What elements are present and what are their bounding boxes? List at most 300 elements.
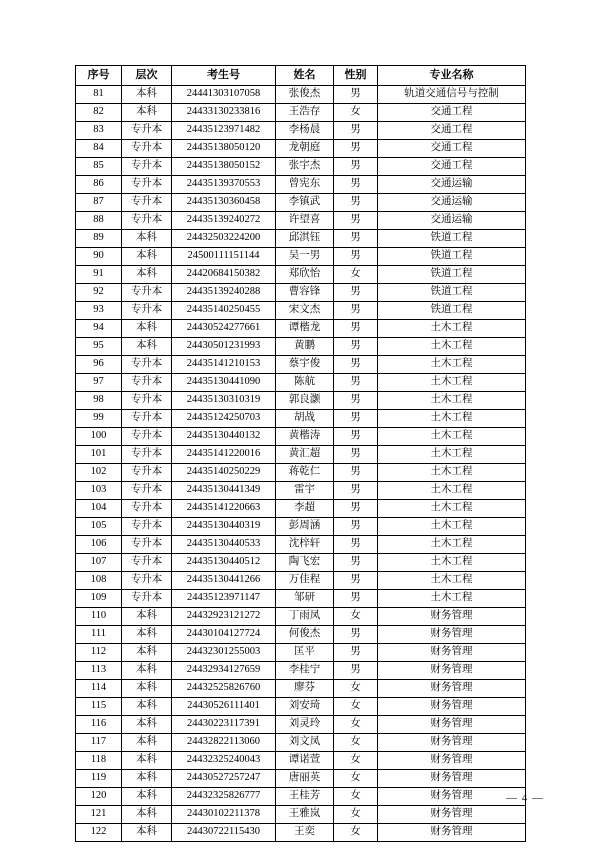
- cell-name: 陶飞宏: [276, 554, 334, 572]
- column-header-seq: 序号: [76, 66, 122, 86]
- cell-level: 专升本: [122, 302, 172, 320]
- cell-name: 唐丽英: [276, 770, 334, 788]
- cell-name: 廖芬: [276, 680, 334, 698]
- cell-gender: 女: [334, 716, 378, 734]
- cell-exam-number: 24435130440533: [172, 536, 276, 554]
- cell-level: 本科: [122, 86, 172, 104]
- cell-exam-number: 24430524277661: [172, 320, 276, 338]
- cell-seq: 94: [76, 320, 122, 338]
- cell-exam-number: 24430102211378: [172, 806, 276, 824]
- cell-exam-number: 24433130233816: [172, 104, 276, 122]
- cell-name: 刘文凤: [276, 734, 334, 752]
- cell-seq: 85: [76, 158, 122, 176]
- cell-major: 土木工程: [378, 590, 526, 608]
- cell-level: 专升本: [122, 428, 172, 446]
- cell-level: 本科: [122, 320, 172, 338]
- cell-seq: 121: [76, 806, 122, 824]
- cell-name: 雷宇: [276, 482, 334, 500]
- cell-level: 专升本: [122, 194, 172, 212]
- cell-major: 土木工程: [378, 374, 526, 392]
- cell-name: 沈梓轩: [276, 536, 334, 554]
- cell-gender: 男: [334, 536, 378, 554]
- column-header-name: 姓名: [276, 66, 334, 86]
- cell-major: 交通工程: [378, 140, 526, 158]
- cell-gender: 男: [334, 374, 378, 392]
- cell-seq: 118: [76, 752, 122, 770]
- cell-exam-number: 24430527257247: [172, 770, 276, 788]
- cell-major: 财务管理: [378, 626, 526, 644]
- table-row: [76, 176, 526, 194]
- cell-name: 彭周涵: [276, 518, 334, 536]
- cell-gender: 女: [334, 104, 378, 122]
- cell-gender: 女: [334, 698, 378, 716]
- cell-major: 财务管理: [378, 806, 526, 824]
- cell-seq: 82: [76, 104, 122, 122]
- cell-level: 专升本: [122, 284, 172, 302]
- cell-exam-number: 24435138050152: [172, 158, 276, 176]
- cell-seq: 98: [76, 392, 122, 410]
- cell-name: 李镇武: [276, 194, 334, 212]
- table-header: [76, 66, 526, 86]
- cell-seq: 93: [76, 302, 122, 320]
- cell-seq: 95: [76, 338, 122, 356]
- cell-exam-number: 24435130310319: [172, 392, 276, 410]
- cell-gender: 男: [334, 446, 378, 464]
- cell-exam-number: 24435141220016: [172, 446, 276, 464]
- cell-gender: 男: [334, 248, 378, 266]
- cell-major: 土木工程: [378, 500, 526, 518]
- column-header-gender: 性别: [334, 66, 378, 86]
- cell-major: 铁道工程: [378, 302, 526, 320]
- table-row: [76, 662, 526, 680]
- cell-name: 李桂宁: [276, 662, 334, 680]
- cell-major: 土木工程: [378, 464, 526, 482]
- table-row: [76, 392, 526, 410]
- cell-exam-number: 24435130440512: [172, 554, 276, 572]
- cell-level: 本科: [122, 266, 172, 284]
- cell-gender: 男: [334, 392, 378, 410]
- cell-name: 邱淇钰: [276, 230, 334, 248]
- cell-gender: 男: [334, 320, 378, 338]
- cell-gender: 男: [334, 212, 378, 230]
- cell-major: 交通工程: [378, 122, 526, 140]
- cell-major: 交通运输: [378, 194, 526, 212]
- table-body: [76, 86, 526, 842]
- cell-major: 财务管理: [378, 788, 526, 806]
- table-row: [76, 212, 526, 230]
- cell-gender: 女: [334, 806, 378, 824]
- cell-major: 铁道工程: [378, 248, 526, 266]
- cell-level: 专升本: [122, 590, 172, 608]
- cell-seq: 86: [76, 176, 122, 194]
- roster-table: [75, 65, 526, 842]
- cell-major: 土木工程: [378, 518, 526, 536]
- cell-major: 土木工程: [378, 428, 526, 446]
- cell-name: 王桂芳: [276, 788, 334, 806]
- cell-seq: 89: [76, 230, 122, 248]
- cell-gender: 女: [334, 680, 378, 698]
- cell-name: 黄鹏: [276, 338, 334, 356]
- cell-exam-number: 24420684150382: [172, 266, 276, 284]
- cell-level: 专升本: [122, 374, 172, 392]
- cell-gender: 女: [334, 770, 378, 788]
- cell-seq: 119: [76, 770, 122, 788]
- cell-major: 交通工程: [378, 104, 526, 122]
- cell-major: 铁道工程: [378, 266, 526, 284]
- cell-major: 财务管理: [378, 698, 526, 716]
- cell-level: 专升本: [122, 482, 172, 500]
- cell-gender: 男: [334, 122, 378, 140]
- cell-major: 铁道工程: [378, 284, 526, 302]
- cell-gender: 男: [334, 194, 378, 212]
- cell-name: 宋文杰: [276, 302, 334, 320]
- cell-exam-number: 24435130441090: [172, 374, 276, 392]
- cell-level: 本科: [122, 104, 172, 122]
- cell-major: 铁道工程: [378, 230, 526, 248]
- table-row: [76, 554, 526, 572]
- cell-seq: 99: [76, 410, 122, 428]
- table-row: [76, 356, 526, 374]
- cell-level: 专升本: [122, 140, 172, 158]
- cell-exam-number: 24432822113060: [172, 734, 276, 752]
- cell-level: 专升本: [122, 356, 172, 374]
- cell-seq: 116: [76, 716, 122, 734]
- cell-seq: 111: [76, 626, 122, 644]
- cell-level: 本科: [122, 644, 172, 662]
- cell-gender: 男: [334, 590, 378, 608]
- cell-seq: 117: [76, 734, 122, 752]
- table-row: [76, 518, 526, 536]
- cell-level: 本科: [122, 770, 172, 788]
- cell-exam-number: 24435130441349: [172, 482, 276, 500]
- cell-seq: 102: [76, 464, 122, 482]
- cell-level: 本科: [122, 338, 172, 356]
- cell-level: 专升本: [122, 500, 172, 518]
- table-row: [76, 572, 526, 590]
- cell-seq: 110: [76, 608, 122, 626]
- cell-level: 本科: [122, 734, 172, 752]
- cell-level: 专升本: [122, 410, 172, 428]
- cell-gender: 男: [334, 626, 378, 644]
- table-row: [76, 302, 526, 320]
- cell-name: 蒋乾仁: [276, 464, 334, 482]
- table-row: [76, 194, 526, 212]
- cell-name: 郑欣怡: [276, 266, 334, 284]
- cell-level: 专升本: [122, 212, 172, 230]
- cell-major: 土木工程: [378, 554, 526, 572]
- table-row: [76, 230, 526, 248]
- cell-major: 交通运输: [378, 212, 526, 230]
- cell-seq: 97: [76, 374, 122, 392]
- cell-seq: 108: [76, 572, 122, 590]
- cell-exam-number: 24430104127724: [172, 626, 276, 644]
- cell-name: 黄汇超: [276, 446, 334, 464]
- cell-major: 交通运输: [378, 176, 526, 194]
- cell-level: 专升本: [122, 176, 172, 194]
- cell-name: 王奕: [276, 824, 334, 842]
- cell-gender: 男: [334, 464, 378, 482]
- cell-exam-number: 24430223117391: [172, 716, 276, 734]
- cell-gender: 男: [334, 410, 378, 428]
- cell-name: 李超: [276, 500, 334, 518]
- table-row: [76, 608, 526, 626]
- cell-name: 张宇杰: [276, 158, 334, 176]
- cell-gender: 男: [334, 86, 378, 104]
- cell-name: 丁雨凤: [276, 608, 334, 626]
- table-row: [76, 680, 526, 698]
- cell-exam-number: 24435138050120: [172, 140, 276, 158]
- table-row: [76, 824, 526, 842]
- cell-exam-number: 24435130440132: [172, 428, 276, 446]
- cell-exam-number: 24435141210153: [172, 356, 276, 374]
- cell-seq: 112: [76, 644, 122, 662]
- cell-seq: 106: [76, 536, 122, 554]
- cell-major: 财务管理: [378, 662, 526, 680]
- table-row: [76, 500, 526, 518]
- table-row: [76, 410, 526, 428]
- cell-seq: 109: [76, 590, 122, 608]
- cell-major: 轨道交通信号与控制: [378, 86, 526, 104]
- table-row: [76, 464, 526, 482]
- cell-major: 土木工程: [378, 320, 526, 338]
- column-header-exam-number: 考生号: [172, 66, 276, 86]
- cell-name: 匡平: [276, 644, 334, 662]
- cell-seq: 83: [76, 122, 122, 140]
- cell-seq: 115: [76, 698, 122, 716]
- cell-exam-number: 24435139370553: [172, 176, 276, 194]
- cell-level: 专升本: [122, 464, 172, 482]
- cell-gender: 男: [334, 338, 378, 356]
- cell-gender: 女: [334, 608, 378, 626]
- cell-exam-number: 24432923121272: [172, 608, 276, 626]
- table-row: [76, 158, 526, 176]
- cell-gender: 男: [334, 662, 378, 680]
- column-header-major: 专业名称: [378, 66, 526, 86]
- cell-seq: 107: [76, 554, 122, 572]
- cell-seq: 114: [76, 680, 122, 698]
- cell-gender: 女: [334, 734, 378, 752]
- cell-exam-number: 24435130440319: [172, 518, 276, 536]
- cell-exam-number: 24435124250703: [172, 410, 276, 428]
- cell-gender: 男: [334, 482, 378, 500]
- cell-level: 本科: [122, 608, 172, 626]
- table-row: [76, 374, 526, 392]
- cell-name: 王浩存: [276, 104, 334, 122]
- cell-exam-number: 24500111151144: [172, 248, 276, 266]
- cell-exam-number: 24432934127659: [172, 662, 276, 680]
- cell-seq: 84: [76, 140, 122, 158]
- cell-name: 何俊杰: [276, 626, 334, 644]
- cell-name: 李杨晨: [276, 122, 334, 140]
- cell-exam-number: 24430526111401: [172, 698, 276, 716]
- table-row: [76, 482, 526, 500]
- cell-exam-number: 24435123971147: [172, 590, 276, 608]
- cell-exam-number: 24435139240288: [172, 284, 276, 302]
- cell-major: 土木工程: [378, 572, 526, 590]
- cell-exam-number: 24435139240272: [172, 212, 276, 230]
- cell-name: 王雅岚: [276, 806, 334, 824]
- cell-seq: 88: [76, 212, 122, 230]
- cell-exam-number: 24435130441266: [172, 572, 276, 590]
- cell-gender: 男: [334, 356, 378, 374]
- cell-seq: 120: [76, 788, 122, 806]
- cell-exam-number: 24435130360458: [172, 194, 276, 212]
- cell-name: 万佳程: [276, 572, 334, 590]
- cell-exam-number: 24435123971482: [172, 122, 276, 140]
- cell-major: 财务管理: [378, 734, 526, 752]
- table-row: [76, 590, 526, 608]
- cell-gender: 女: [334, 788, 378, 806]
- cell-seq: 101: [76, 446, 122, 464]
- cell-name: 邹研: [276, 590, 334, 608]
- cell-exam-number: 24432301255003: [172, 644, 276, 662]
- cell-level: 本科: [122, 680, 172, 698]
- cell-major: 交通工程: [378, 158, 526, 176]
- roster-table-container: [75, 65, 525, 842]
- cell-seq: 81: [76, 86, 122, 104]
- cell-gender: 男: [334, 500, 378, 518]
- cell-level: 本科: [122, 698, 172, 716]
- cell-gender: 男: [334, 572, 378, 590]
- cell-seq: 92: [76, 284, 122, 302]
- table-row: [76, 626, 526, 644]
- cell-name: 许望喜: [276, 212, 334, 230]
- cell-name: 胡战: [276, 410, 334, 428]
- cell-name: 张俊杰: [276, 86, 334, 104]
- cell-level: 专升本: [122, 572, 172, 590]
- page-number: — 4 —: [506, 792, 544, 804]
- cell-gender: 男: [334, 284, 378, 302]
- cell-name: 谭楷龙: [276, 320, 334, 338]
- table-row: [76, 140, 526, 158]
- table-row: [76, 644, 526, 662]
- cell-name: 刘灵玲: [276, 716, 334, 734]
- column-header-level: 层次: [122, 66, 172, 86]
- cell-exam-number: 24432525826760: [172, 680, 276, 698]
- cell-seq: 90: [76, 248, 122, 266]
- cell-name: 曹容锋: [276, 284, 334, 302]
- cell-major: 财务管理: [378, 608, 526, 626]
- cell-name: 陈航: [276, 374, 334, 392]
- cell-level: 本科: [122, 806, 172, 824]
- cell-exam-number: 24435140250229: [172, 464, 276, 482]
- cell-level: 专升本: [122, 536, 172, 554]
- cell-gender: 男: [334, 554, 378, 572]
- cell-name: 曾宪东: [276, 176, 334, 194]
- cell-gender: 男: [334, 518, 378, 536]
- cell-gender: 男: [334, 428, 378, 446]
- cell-level: 本科: [122, 230, 172, 248]
- cell-level: 专升本: [122, 518, 172, 536]
- cell-seq: 113: [76, 662, 122, 680]
- cell-name: 龙朝庭: [276, 140, 334, 158]
- cell-level: 专升本: [122, 122, 172, 140]
- cell-gender: 女: [334, 752, 378, 770]
- cell-name: 刘安琦: [276, 698, 334, 716]
- cell-major: 财务管理: [378, 680, 526, 698]
- cell-level: 本科: [122, 752, 172, 770]
- cell-level: 本科: [122, 788, 172, 806]
- table-row: [76, 716, 526, 734]
- cell-exam-number: 24432325240043: [172, 752, 276, 770]
- table-row: [76, 446, 526, 464]
- cell-major: 土木工程: [378, 446, 526, 464]
- table-row: [76, 320, 526, 338]
- cell-gender: 男: [334, 644, 378, 662]
- cell-major: 财务管理: [378, 644, 526, 662]
- cell-gender: 男: [334, 158, 378, 176]
- cell-level: 专升本: [122, 554, 172, 572]
- cell-exam-number: 24435141220663: [172, 500, 276, 518]
- cell-major: 财务管理: [378, 716, 526, 734]
- cell-level: 专升本: [122, 158, 172, 176]
- cell-major: 土木工程: [378, 410, 526, 428]
- cell-level: 专升本: [122, 392, 172, 410]
- cell-gender: 女: [334, 824, 378, 842]
- cell-name: 吴一男: [276, 248, 334, 266]
- table-row: [76, 266, 526, 284]
- cell-major: 土木工程: [378, 338, 526, 356]
- table-row: [76, 104, 526, 122]
- table-row: [76, 698, 526, 716]
- table-row: [76, 122, 526, 140]
- cell-name: 黄楷涛: [276, 428, 334, 446]
- cell-name: 郭良灏: [276, 392, 334, 410]
- cell-major: 财务管理: [378, 824, 526, 842]
- cell-seq: 104: [76, 500, 122, 518]
- cell-major: 财务管理: [378, 752, 526, 770]
- cell-exam-number: 24435140250455: [172, 302, 276, 320]
- cell-level: 本科: [122, 626, 172, 644]
- cell-level: 本科: [122, 662, 172, 680]
- cell-exam-number: 24441303107058: [172, 86, 276, 104]
- cell-gender: 男: [334, 176, 378, 194]
- cell-seq: 96: [76, 356, 122, 374]
- cell-level: 本科: [122, 716, 172, 734]
- table-row: [76, 788, 526, 806]
- cell-major: 土木工程: [378, 536, 526, 554]
- cell-exam-number: 24432503224200: [172, 230, 276, 248]
- cell-gender: 男: [334, 140, 378, 158]
- cell-major: 土木工程: [378, 392, 526, 410]
- cell-exam-number: 24430722115430: [172, 824, 276, 842]
- table-row: [76, 734, 526, 752]
- cell-seq: 100: [76, 428, 122, 446]
- table-row: [76, 248, 526, 266]
- cell-gender: 男: [334, 302, 378, 320]
- cell-gender: 男: [334, 230, 378, 248]
- cell-level: 本科: [122, 248, 172, 266]
- cell-exam-number: 24430501231993: [172, 338, 276, 356]
- table-row: [76, 86, 526, 104]
- cell-major: 土木工程: [378, 482, 526, 500]
- cell-name: 谭诺萱: [276, 752, 334, 770]
- cell-level: 专升本: [122, 446, 172, 464]
- cell-major: 财务管理: [378, 770, 526, 788]
- cell-seq: 105: [76, 518, 122, 536]
- cell-seq: 87: [76, 194, 122, 212]
- table-row: [76, 536, 526, 554]
- cell-level: 本科: [122, 824, 172, 842]
- cell-major: 土木工程: [378, 356, 526, 374]
- cell-seq: 103: [76, 482, 122, 500]
- table-row: [76, 806, 526, 824]
- table-header-row: [76, 66, 526, 86]
- cell-seq: 122: [76, 824, 122, 842]
- table-row: [76, 428, 526, 446]
- cell-name: 蔡宇俊: [276, 356, 334, 374]
- table-row: [76, 284, 526, 302]
